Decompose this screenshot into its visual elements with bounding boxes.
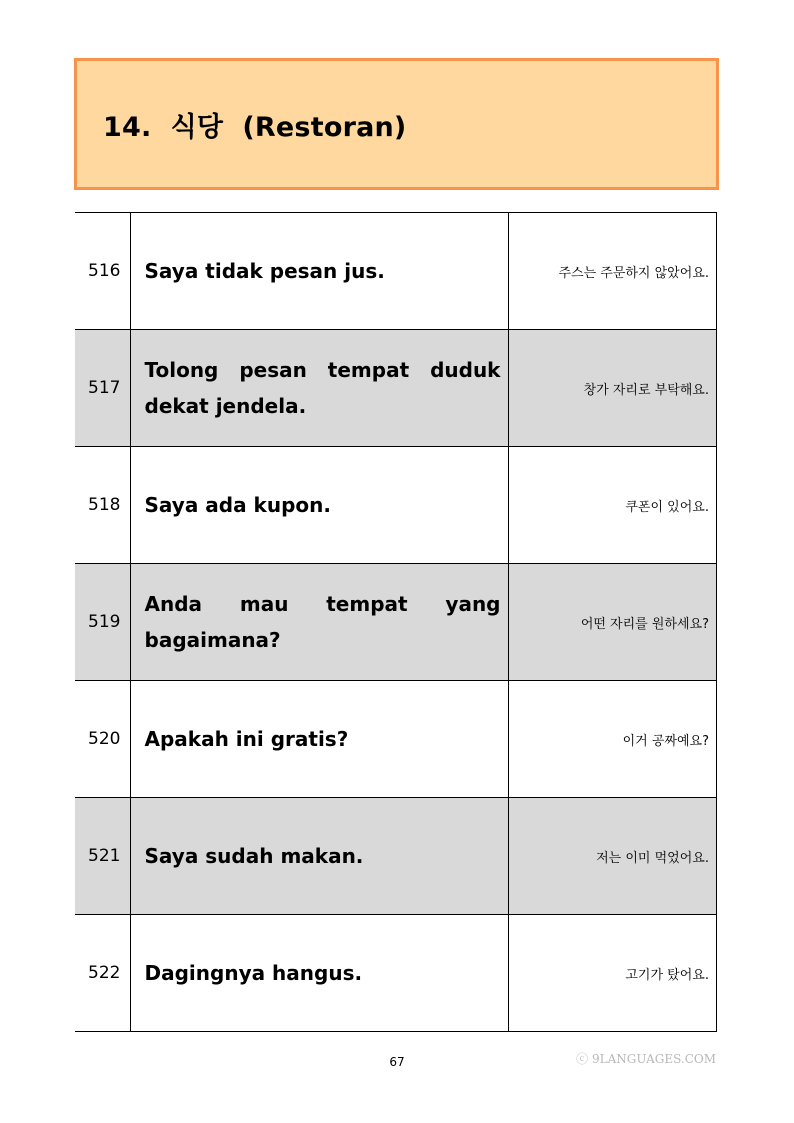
- korean-translation: 주스는 주문하지 않았어요.: [508, 213, 717, 330]
- phrase-number: 518: [75, 447, 130, 564]
- table-row: [75, 213, 717, 330]
- table-row: [75, 798, 717, 915]
- phrase-table: [75, 212, 717, 1032]
- page-number: 67: [389, 1055, 405, 1069]
- phrase-number: 517: [75, 330, 130, 447]
- korean-translation: 쿠폰이 있어요.: [508, 447, 717, 564]
- indonesian-phrase: Saya ada kupon.: [130, 447, 508, 564]
- table-row: [75, 330, 717, 447]
- phrase-number: 516: [75, 213, 130, 330]
- indonesian-phrase: Tolong pesan tempat duduk dekat jendela.: [130, 330, 508, 447]
- phrase-number: 520: [75, 681, 130, 798]
- copyright-notice: ⓒ 9LANGUAGES.COM: [576, 1052, 716, 1066]
- indonesian-phrase: Saya sudah makan.: [130, 798, 508, 915]
- phrase-number: 519: [75, 564, 130, 681]
- table-row: [75, 915, 717, 1032]
- indonesian-phrase: Apakah ini gratis?: [130, 681, 508, 798]
- korean-translation: 고기가 탔어요.: [508, 915, 717, 1032]
- korean-translation: 창가 자리로 부탁해요.: [508, 330, 717, 447]
- chapter-header-box: [74, 58, 719, 190]
- korean-translation: 저는 이미 먹었어요.: [508, 798, 717, 915]
- phrase-number: 521: [75, 798, 130, 915]
- table-row: [75, 447, 717, 564]
- chapter-title: 14. 식당 (Restoran): [103, 112, 407, 143]
- phrase-number: 522: [75, 915, 130, 1032]
- indonesian-phrase: Dagingnya hangus.: [130, 915, 508, 1032]
- table-row: [75, 564, 717, 681]
- indonesian-phrase: Saya tidak pesan jus.: [130, 213, 508, 330]
- korean-translation: 어떤 자리를 원하세요?: [508, 564, 717, 681]
- korean-translation: 이거 공짜예요?: [508, 681, 717, 798]
- indonesian-phrase: Anda mau tempat yang bagaimana?: [130, 564, 508, 681]
- table-row: [75, 681, 717, 798]
